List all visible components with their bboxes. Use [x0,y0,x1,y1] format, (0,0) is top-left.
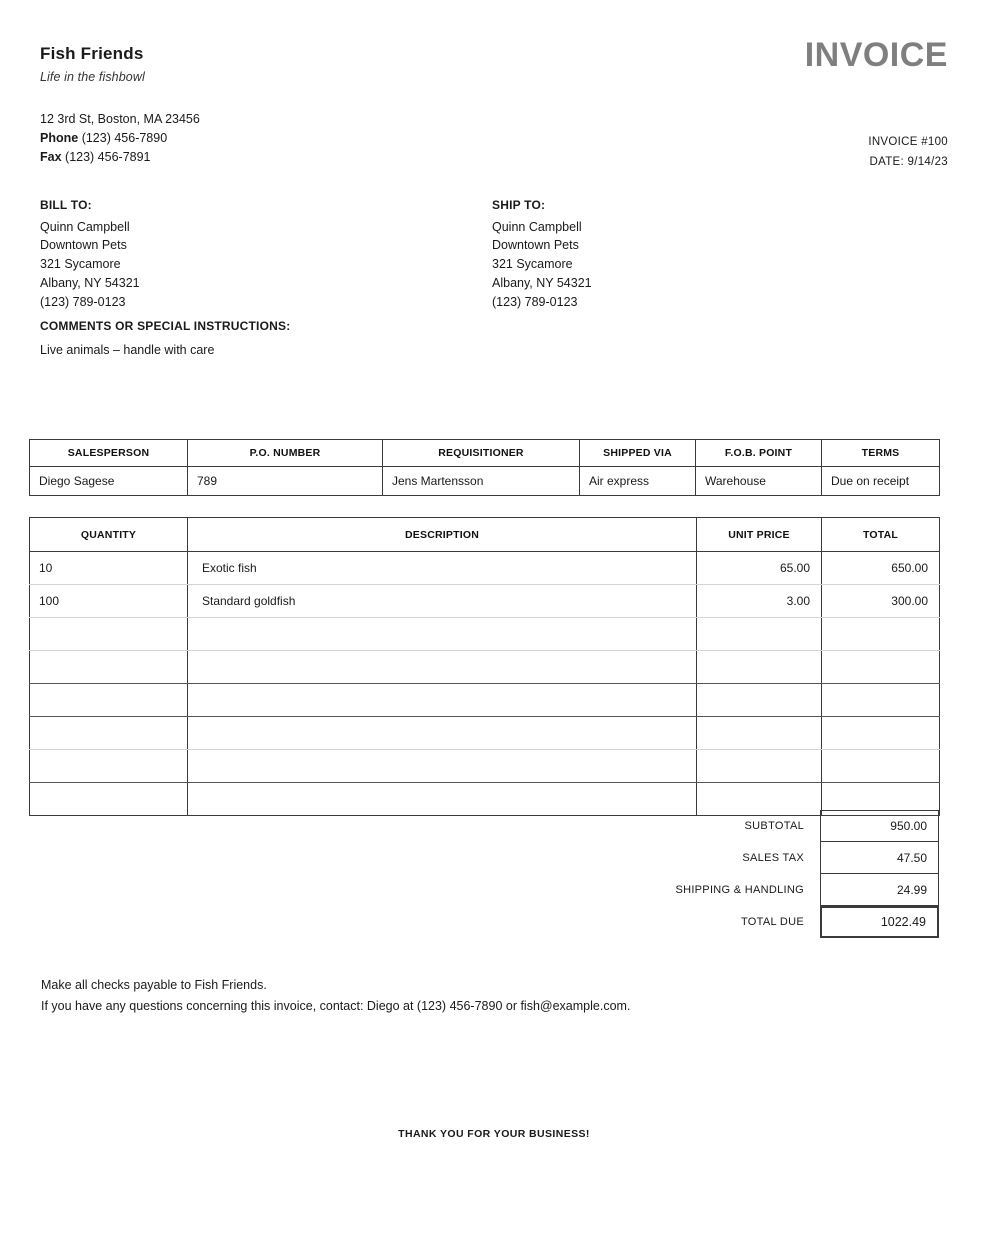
footer-line-payable: Make all checks payable to Fish Friends. [41,978,267,992]
cell-description [188,750,697,783]
ship-to-line: (123) 789-0123 [492,294,578,309]
cell-total [822,618,940,651]
cell-unit-price [697,717,822,750]
col-header-unit-price: UNIT PRICE [697,518,822,552]
col-header-requisitioner: REQUISITIONER [383,440,580,467]
totals-row-total-due [600,906,939,938]
company-fax-line [40,148,948,167]
totals-label: SHIPPING & HANDLING [675,884,804,896]
footer-note [41,975,630,1017]
company-address-line: 12 3rd St, Boston, MA 23456 [40,112,200,127]
phone-label: Phone [40,131,79,146]
cell-description [188,651,697,684]
ship-to-line: Downtown Pets [492,238,579,253]
totals-row-shipping-handling [600,874,939,906]
company-phone-line [40,129,948,148]
col-header-quantity: QUANTITY [30,518,188,552]
fax-label: Fax [40,150,62,165]
cell-quantity [30,717,188,750]
thank-you-message: THANK YOU FOR YOUR BUSINESS! [398,1128,590,1140]
table-row [30,467,940,496]
cell-unit-price: 3.00 [697,585,822,618]
cell-salesperson: Diego Sagese [30,467,188,496]
ship-to-title: SHIP TO: [492,198,546,212]
company-tagline: Life in the fishbowl [40,70,145,85]
cell-total [822,750,940,783]
col-header-terms: TERMS [822,440,940,467]
table-row [30,585,940,618]
cell-requisitioner: Jens Martensson [383,467,580,496]
bill-to-block [40,196,140,311]
totals-value: 950.00 [820,810,939,842]
ship-to-line: 321 Sycamore [492,257,573,272]
totals-row-sales-tax [600,842,939,874]
col-header-po-number: P.O. NUMBER [188,440,383,467]
fax-value: (123) 456-7891 [65,150,151,165]
cell-unit-price [697,651,822,684]
cell-unit-price [697,750,822,783]
bill-to-line: Downtown Pets [40,238,127,253]
table-row [30,618,940,651]
ship-to-line: Albany, NY 54321 [492,275,592,290]
totals-value: 24.99 [820,874,939,906]
cell-description: Standard goldfish [188,585,697,618]
cell-description [188,717,697,750]
table-row [30,651,940,684]
cell-total [822,651,940,684]
table-row [30,552,940,585]
table-header-row [30,440,940,467]
bill-to-line: (123) 789-0123 [40,294,126,309]
cell-unit-price [697,684,822,717]
col-header-total: TOTAL [822,518,940,552]
col-header-fob-point: F.O.B. POINT [696,440,822,467]
ship-to-block [492,196,592,311]
cell-description [188,618,697,651]
order-info-table [29,439,939,496]
invoice-date: DATE: 9/14/23 [869,156,948,168]
footer-line-contact: If you have any questions concerning this invoice, contact: Diego at (123) 456-7890 or fish@example.com. [41,999,631,1013]
line-items-table [29,517,939,816]
invoice-title: INVOICE [804,36,948,74]
bill-to-line: Albany, NY 54321 [40,275,140,290]
table-row [30,684,940,717]
cell-quantity: 10 [30,552,188,585]
table-header-row [30,518,940,552]
cell-po-number: 789 [188,467,383,496]
ship-to-line: Quinn Campbell [492,219,582,234]
company-name: Fish Friends [40,44,144,63]
cell-total: 650.00 [822,552,940,585]
totals-value: 1022.49 [820,906,939,938]
totals-value: 47.50 [820,842,939,874]
col-header-description: DESCRIPTION [188,518,697,552]
cell-quantity [30,651,188,684]
invoice-meta [868,132,948,172]
totals-label: TOTAL DUE [740,916,804,928]
bill-to-line: 321 Sycamore [40,257,121,272]
cell-quantity [30,783,188,816]
totals-label: SALES TAX [742,852,804,864]
cell-description [188,684,697,717]
table-row [30,750,940,783]
cell-total [822,717,940,750]
totals-row-subtotal [600,810,939,842]
bill-to-title: BILL TO: [40,198,92,212]
col-header-salesperson: SALESPERSON [30,440,188,467]
totals-block [600,810,939,938]
cell-quantity: 100 [30,585,188,618]
comments-text: Live animals – handle with care [40,343,215,357]
cell-fob-point: Warehouse [696,467,822,496]
bill-to-line: Quinn Campbell [40,219,130,234]
cell-total: 300.00 [822,585,940,618]
table-row [30,717,940,750]
cell-total [822,684,940,717]
totals-label: SUBTOTAL [744,820,804,832]
comments-block [40,317,290,360]
cell-unit-price [697,618,822,651]
cell-quantity [30,750,188,783]
comments-title: COMMENTS OR SPECIAL INSTRUCTIONS: [40,319,291,333]
cell-unit-price: 65.00 [697,552,822,585]
invoice-number: INVOICE #100 [868,136,948,148]
cell-quantity [30,618,188,651]
company-contact-block [40,110,948,167]
cell-quantity [30,684,188,717]
cell-terms: Due on receipt [831,474,910,488]
col-header-shipped-via: SHIPPED VIA [580,440,696,467]
cell-description: Exotic fish [188,552,697,585]
cell-shipped-via: Air express [580,467,696,496]
phone-value: (123) 456-7890 [81,131,168,146]
